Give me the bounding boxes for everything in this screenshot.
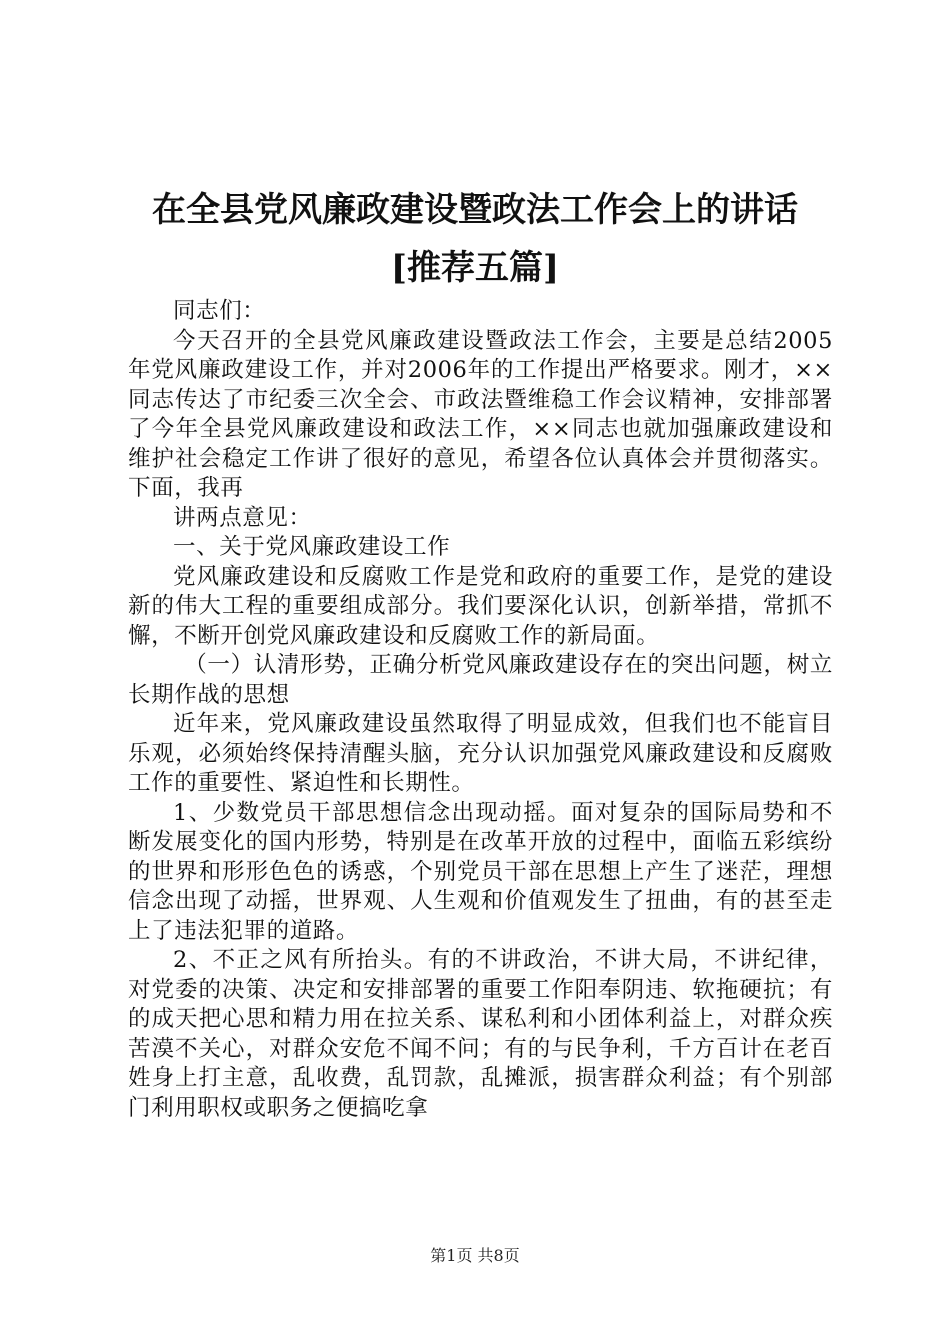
paragraph-situation: 近年来，党风廉政建设虽然取得了明显成效，但我们也不能盲目乐观，必须始终保持清醒头脑，充分认识加强党风廉政建设和反腐败工作的重要性、紧迫性和长期性。 [128,711,833,796]
document-title: 在全县党风廉政建设暨政法工作会上的讲话 [152,190,798,230]
document-title-subtitle: [推荐五篇] [390,248,560,288]
subsection-heading-1: （一）认清形势，正确分析党风廉政建设存在的突出问题，树立长期作战的思想 [128,652,833,708]
paragraph-point-2: 2、不正之风有所抬头。有的不讲政治，不讲大局，不讲纪律，对党委的决策、决定和安排部署的重要工作阳奉阴违、软拖硬抗；有的成天把心思和精力用在拉关系、谋私利和小团体利益上，对群众疾苦漠不关心，对群众安危不闻不问；有的与民争利，千方百计在老百姓身上打主意，乱收费，乱罚款，乱摊派，损害群众利益；有个别部门利用职权或职务之便搞吃拿 [128,947,833,1121]
paragraph-point-1: 1、少数党员干部思想信念出现动摇。面对复杂的国际局势和不断发展变化的国内形势，特别是在改革开放的过程中，面临五彩缤纷的世界和形形色色的诱惑，个别党员干部在思想上产生了迷茫，理想信念出现了动摇，世界观、人生观和价值观发生了扭曲，有的甚至走上了违法犯罪的道路。 [128,799,833,944]
paragraph-two-points: 讲两点意见： [173,504,312,531]
paragraph-intro: 今天召开的全县党风廉政建设暨政法工作会，主要是总结2005年党风廉政建设工作，并对2006年的工作提出严格要求。刚才，××同志传达了市纪委三次全会、市政法暨维稳工作会议精神，安排部署了今年全县党风廉政建设和政法工作，××同志也就加强廉政建设和维护社会稳定工作讲了很好的意见，希望各位认真体会并贯彻落实。下面，我再 [128,327,833,501]
document-body [128,297,833,1123]
page-number-footer: 第1页 共8页 [430,1246,520,1265]
salutation: 同志们： [173,298,266,324]
paragraph-section-1: 党风廉政建设和反腐败工作是党和政府的重要工作，是党的建设新的伟大工程的重要组成部分。我们要深化认识，创新举措，常抓不懈，不断开创党风廉政建设和反腐败工作的新局面。 [128,563,833,649]
section-heading-1: 一、关于党风廉政建设工作 [173,534,451,560]
